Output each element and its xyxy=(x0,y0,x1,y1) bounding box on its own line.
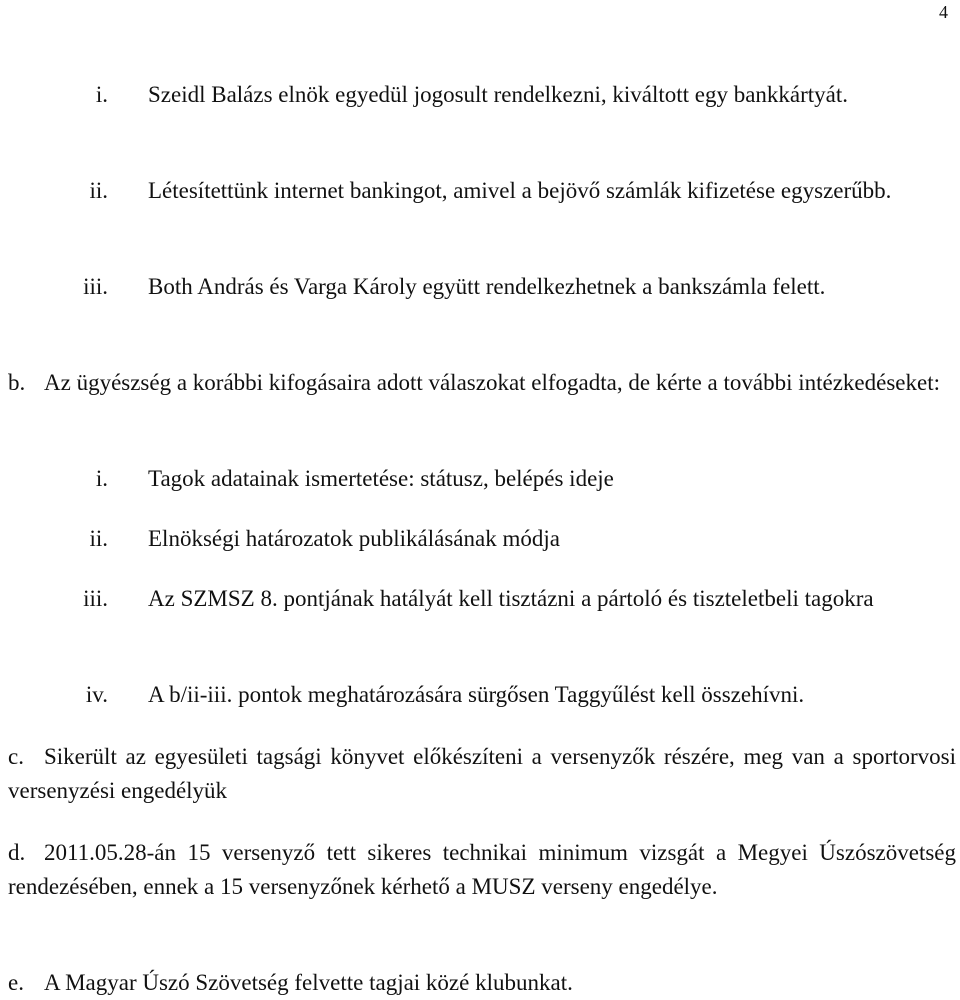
item-text: Elnökségi határozatok publikálásának módja xyxy=(148,526,560,551)
item-marker: c. xyxy=(8,744,24,769)
item-marker: iv. xyxy=(85,682,108,707)
item-marker: b. xyxy=(8,370,26,395)
item-marker: iii. xyxy=(83,586,108,611)
item-text: Az SZMSZ 8. pontjának hatályát kell tisztázni a pártoló és tiszteletbeli tagokra xyxy=(148,586,874,611)
item-marker: i. xyxy=(95,82,108,107)
item-marker: i. xyxy=(95,466,108,491)
item-text: Tagok adatainak ismertetése: státusz, belépés ideje xyxy=(148,466,614,491)
item-marker: ii. xyxy=(89,178,108,203)
item-marker: iii. xyxy=(83,274,108,299)
item-text: Létesítettünk internet bankingot, amivel a bejövő számlák kifizetése egyszerűbb. xyxy=(148,178,892,203)
item-text: 2011.05.28-án 15 versenyző tett sikeres technikai minimum vizsgát a Megyei Úszószövetség rendezésében, ennek a 15 versenyzőnek kérhető a MUSZ verseny engedélye. xyxy=(8,840,956,899)
page-number: 4 xyxy=(939,2,948,22)
item-text: Sikerült az egyesületi tagsági könyvet előkészíteni a versenyzők részére, meg van a sportorvosi versenyzési engedélyük xyxy=(8,744,956,803)
item-text: A Magyar Úszó Szövetség felvette tagjai közé klubunkat. xyxy=(44,970,573,995)
item-text: A b/ii-iii. pontok meghatározására sürgősen Taggyűlést kell összehívni. xyxy=(148,682,805,707)
item-text: Az ügyészség a korábbi kifogásaira adott válaszokat elfogadta, de kérte a további intézkedéseket: xyxy=(44,370,940,395)
item-text: Szeidl Balázs elnök egyedül jogosult rendelkezni, kiváltott egy bankkártyát. xyxy=(148,82,849,107)
item-marker: e. xyxy=(8,970,24,995)
item-marker: ii. xyxy=(89,526,108,551)
item-text: Both András és Varga Károly együtt rendelkezhetnek a bankszámla felett. xyxy=(148,274,826,299)
item-marker: d. xyxy=(8,840,26,865)
